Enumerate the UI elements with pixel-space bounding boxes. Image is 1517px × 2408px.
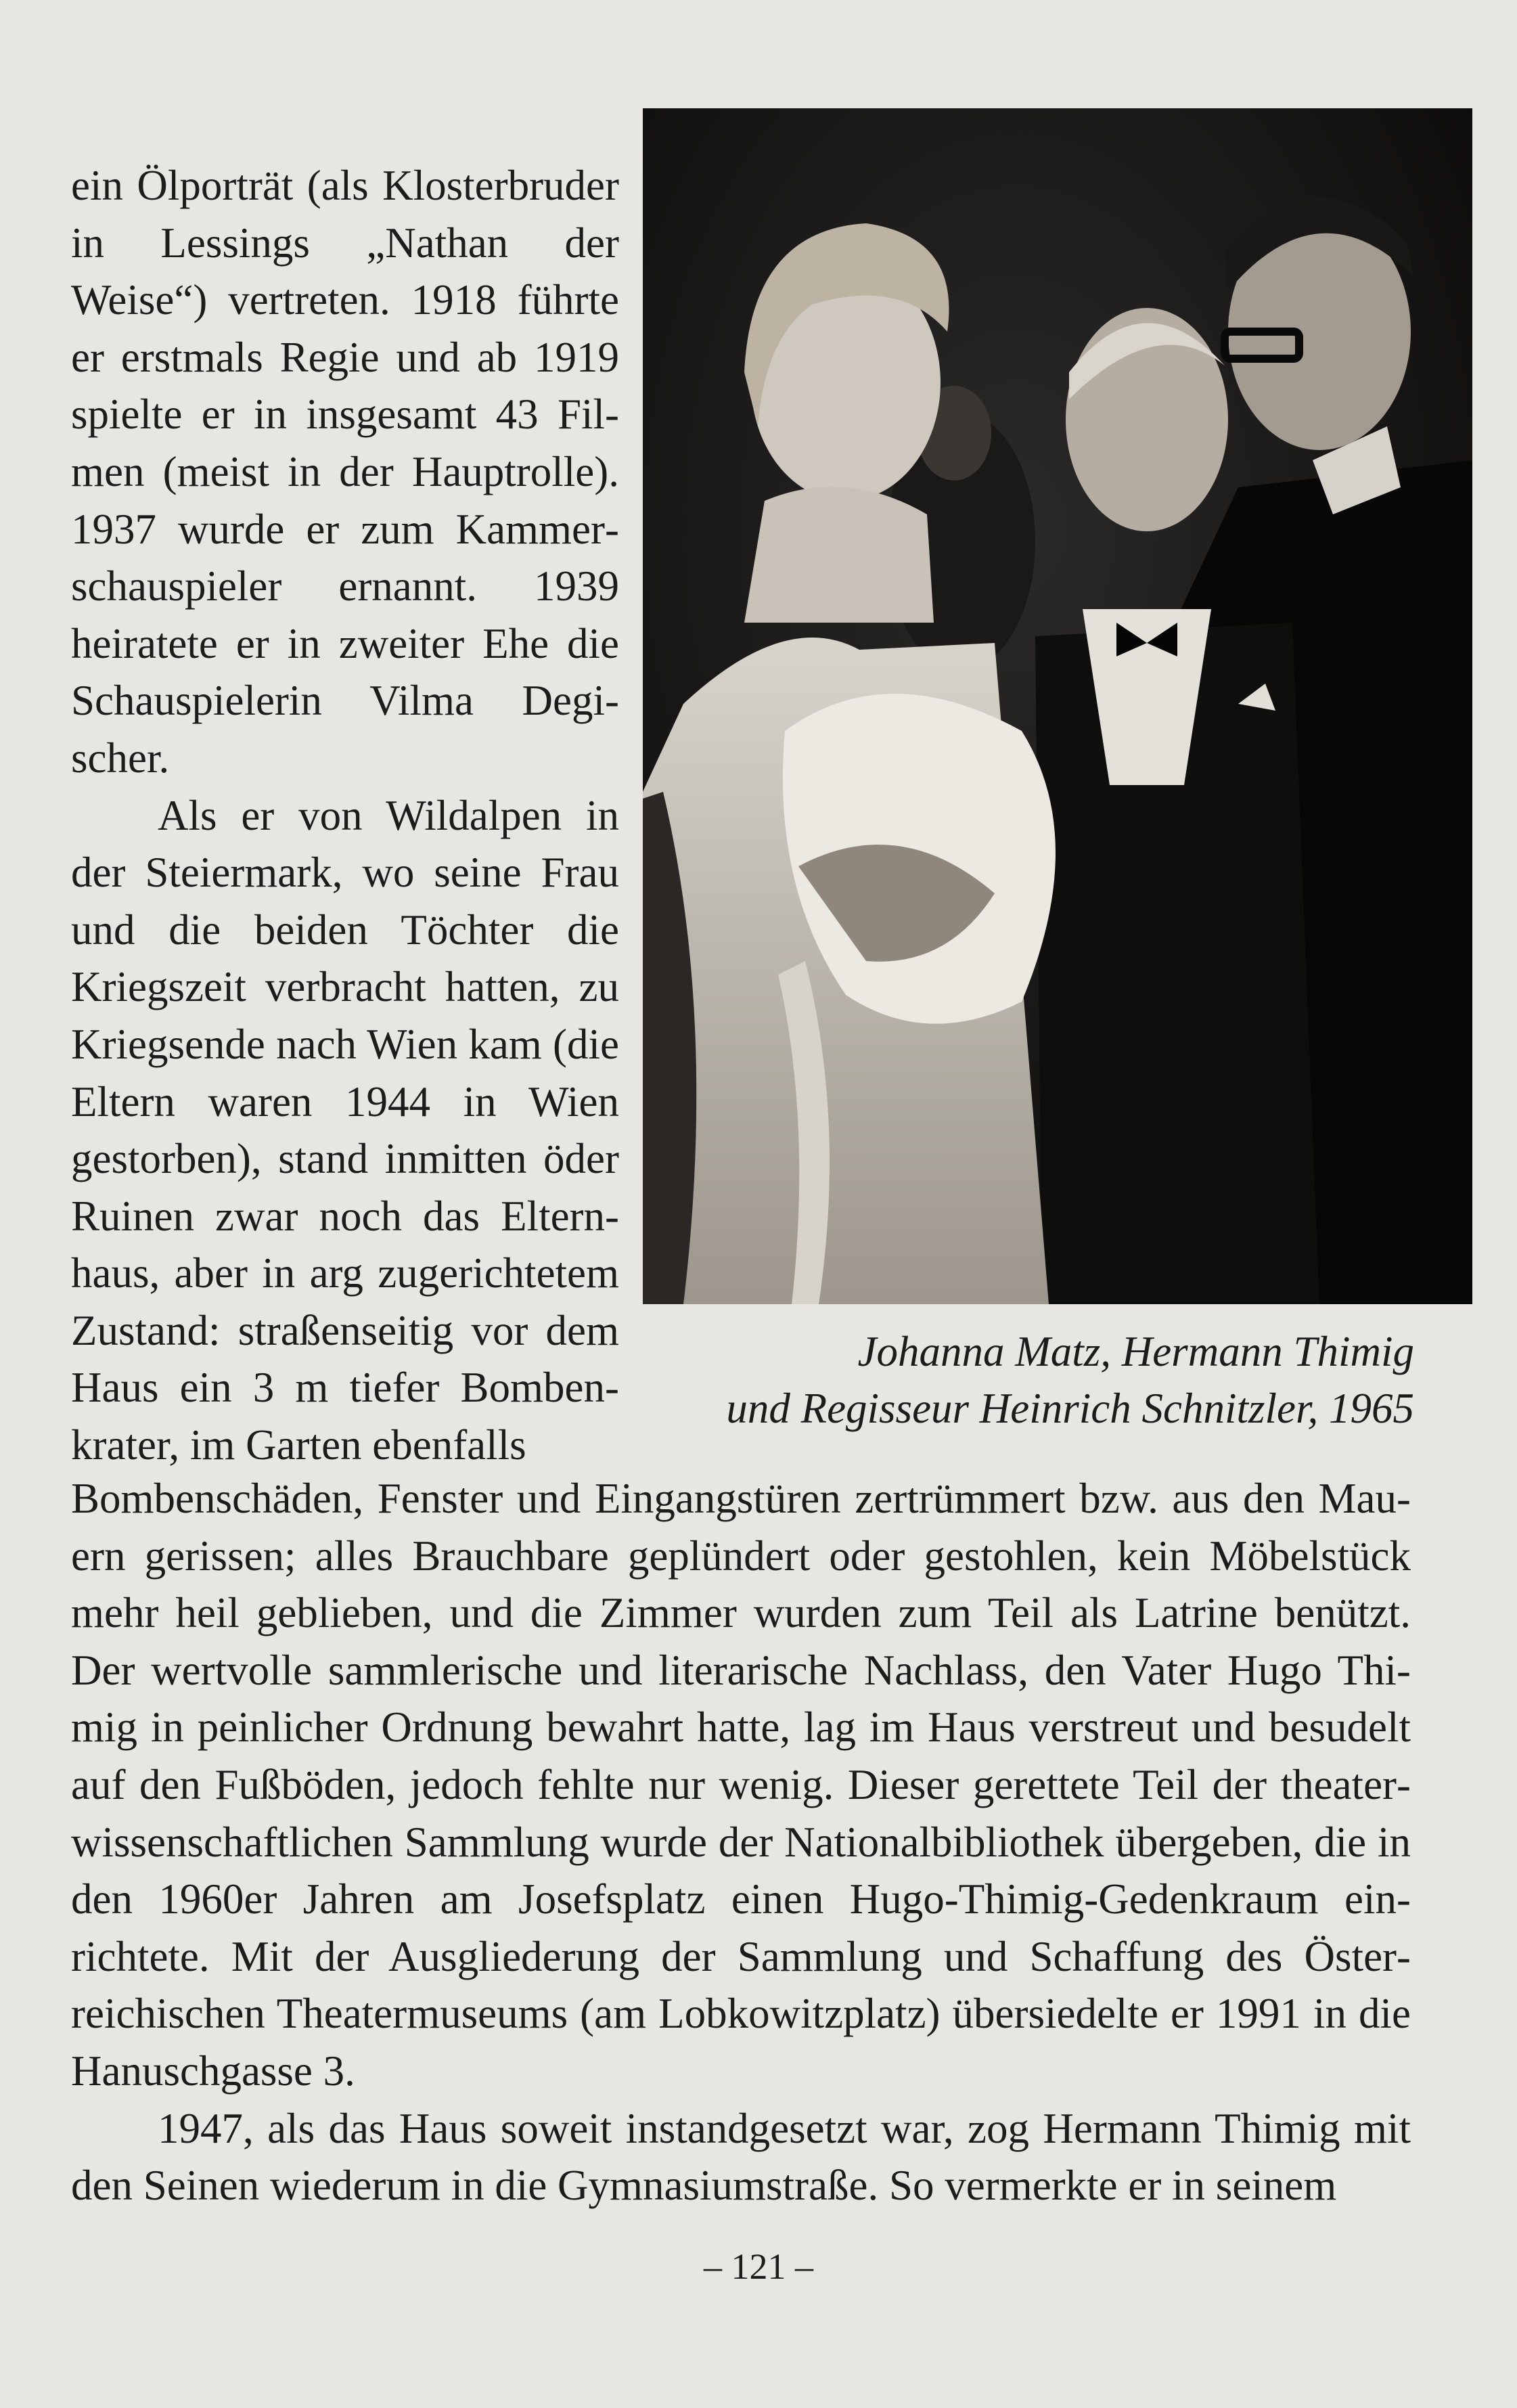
caption-line-2: und Regisseur Heinrich Schnitzler, 1965 [726,1385,1414,1432]
left-column-text [71,157,619,1474]
paragraph-1: ein Ölporträt (als Klosterbruder in Lessings „Nathan der Weise“) vertreten. 1918 führte er erstmals Regie und ab 1919 spielte er in insgesamt 43 Filmen (meist in der Hauptrolle). 1937 wurde er zum Kammerschauspieler ernannt. 1939 heiratete er in zweiter Ehe die Schauspielerin Vilma Degischer. [71,162,619,782]
paragraph-4: 1947, als das Haus soweit instandgesetzt war, zog Hermann Thimig mit den Seinen wiederum in die Gymnasiumstraße. So vermerkte er in seinem [71,2104,1411,2210]
photo-caption [643,1323,1414,1437]
full-width-text [71,1470,1411,2214]
page-number: – 121 – [704,2246,813,2287]
caption-line-1: Johanna Matz, Hermann Thimig [857,1328,1414,1375]
paragraph-2: Als er von Wildalpen in der Steiermark, wo seine Frau und die beiden Töchter die Kriegszeit verbracht hatten, zu Kriegsende nach Wien kam (die Eltern waren 1944 in Wien gestorben), stand inmitten öder Ruinen zwar noch das Elternhaus, aber in arg zugerichtetem Zustand: straßenseitig vor dem Haus ein 3 m tiefer Bombenkrater, im Garten ebenfalls [71,791,619,1469]
paragraph-3: Bombenschäden, Fenster und Eingangstüren zertrümmert bzw. aus den Mauern gerissen; alles Brauchbare geplündert oder gestohlen, kein Möbelstück mehr heil geblieben, und die Zimmer wurden zum Teil als Latrine benützt. Der wertvolle sammlerische und literarische Nachlass, den Vater Hugo Thimig in peinlicher Ordnung bewahrt hatte, lag im Haus verstreut und besudelt auf den Fußböden, jedoch fehlte nur wenig. Dieser gerettete Teil der theaterwissenschaftlichen Sammlung wurde der Nationalbibliothek übergeben, die in den 1960er Jahren am Josefsplatz einen Hugo-Thimig-Gedenkraum einrichtete. Mit der Ausgliederung der Sammlung und Schaffung des Österreichischen Theatermuseums (am Lobkowitzplatz) übersiedelte er 1991 in die Hanuschgasse 3. [71,1475,1411,2095]
photograph [643,108,1472,1304]
photo-illustration [643,108,1472,1304]
